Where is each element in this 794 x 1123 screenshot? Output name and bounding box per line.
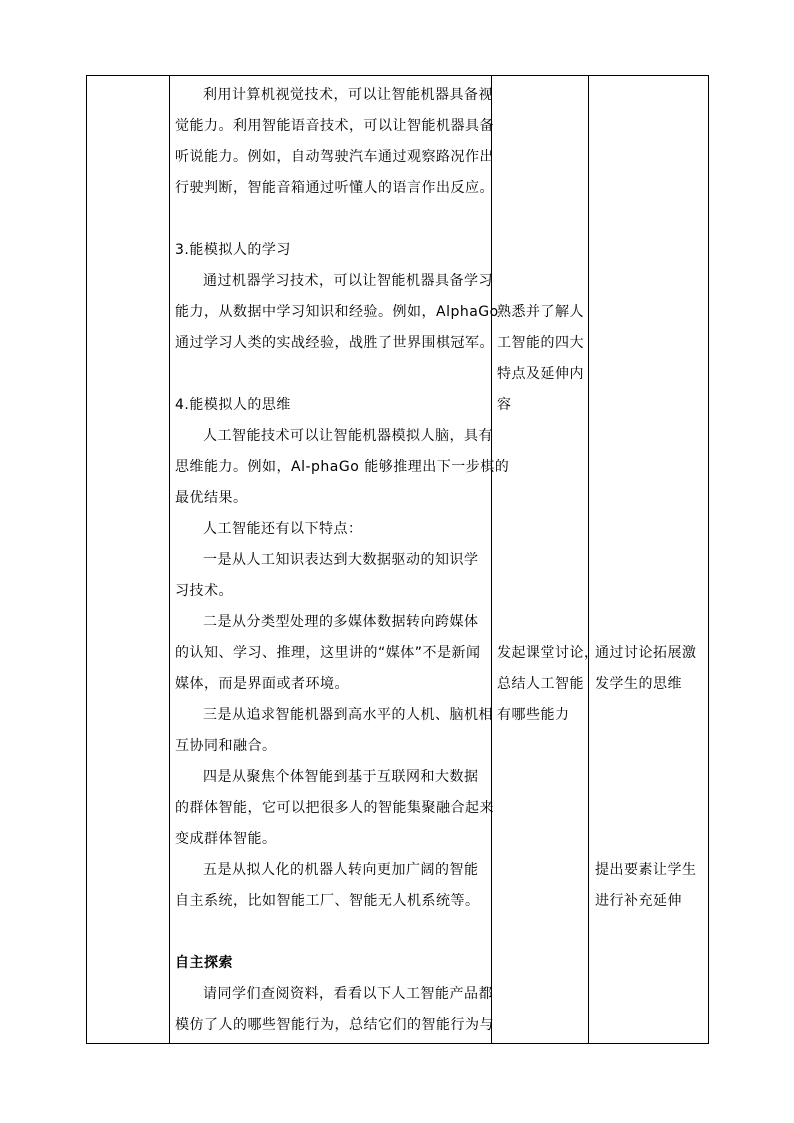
design-purpose-cell [589, 76, 709, 1044]
paragraph-line: 媒体，而是界面或者环境。 [175, 676, 349, 692]
note-line: 熟悉并了解人 [497, 304, 584, 320]
paragraph-line: 习技术。 [175, 583, 233, 599]
paragraph-line: 最优结果。 [175, 490, 248, 506]
paragraph-line: 的群体智能，它可以把很多人的智能集聚融合起来 [175, 800, 494, 816]
paragraph-line: 利用计算机视觉技术，可以让智能机器具备视 [203, 87, 493, 103]
section-heading: 3.能模拟人的学习 [175, 242, 291, 258]
note-line: 通过讨论拓展激 [595, 645, 697, 661]
paragraph-line: 变成群体智能。 [175, 831, 277, 847]
paragraph-line: 思维能力。例如，Al-phaGo 能够推理出下一步棋的 [175, 459, 510, 475]
paragraph-line: 人工智能还有以下特点： [203, 521, 363, 537]
paragraph-line: 模仿了人的哪些智能行为，总结它们的智能行为与 [175, 1017, 494, 1033]
note-line: 发起课堂讨论， [497, 645, 599, 661]
note-line: 进行补充延伸 [595, 893, 682, 909]
stage-cell [87, 76, 170, 1044]
paragraph-line: 二是从分类型处理的多媒体数据转向跨媒体 [203, 614, 479, 630]
note-line: 工智能的四大 [497, 335, 584, 351]
note-line: 容 [497, 397, 512, 413]
paragraph-line: 能力，从数据中学习知识和经验。例如，AlphaGo [175, 304, 499, 320]
note-line: 特点及延伸内 [497, 366, 584, 382]
paragraph-line: 互协同和融合。 [175, 738, 277, 754]
teaching-content-cell [170, 76, 510, 1044]
table-row [87, 76, 709, 1044]
paragraph-line: 四是从聚焦个体智能到基于互联网和大数据 [203, 769, 479, 785]
lesson-plan-table [86, 75, 709, 1044]
paragraph-line: 自主系统，比如智能工厂、智能无人机系统等。 [175, 893, 480, 909]
paragraph-line: 的认知、学习、推理，这里讲的“媒体”不是新闻 [175, 645, 481, 661]
paragraph-line: 人工智能技术可以让智能机器模拟人脑，具有 [203, 428, 493, 444]
paragraph-line: 通过机器学习技术，可以让智能机器具备学习 [203, 273, 493, 289]
paragraph-line: 听说能力。例如，自动驾驶汽车通过观察路况作出 [175, 149, 494, 165]
note-line: 提出要素让学生 [595, 862, 697, 878]
paragraph-line: 三是从追求智能机器到高水平的人机、脑机相 [203, 707, 493, 723]
paragraph-line: 请同学们查阅资料，看看以下人工智能产品都 [203, 986, 493, 1002]
section-heading: 4.能模拟人的思维 [175, 397, 291, 413]
paragraph-line: 一是从人工知识表达到大数据驱动的知识学 [203, 552, 479, 568]
note-line: 有哪些能力 [497, 707, 570, 723]
paragraph-line: 行驶判断，智能音箱通过听懂人的语言作出反应。 [175, 180, 494, 196]
paragraph-line: 五是从拟人化的机器人转向更加广阔的智能 [203, 862, 479, 878]
note-line: 发学生的思维 [595, 676, 682, 692]
paragraph-line: 通过学习人类的实战经验，战胜了世界围棋冠军。 [175, 335, 494, 351]
section-heading: 自主探索 [175, 955, 233, 971]
paragraph-line: 觉能力。利用智能语音技术，可以让智能机器具备 [175, 118, 494, 134]
note-line: 总结人工智能 [497, 676, 584, 692]
student-activity-cell [492, 76, 599, 1044]
